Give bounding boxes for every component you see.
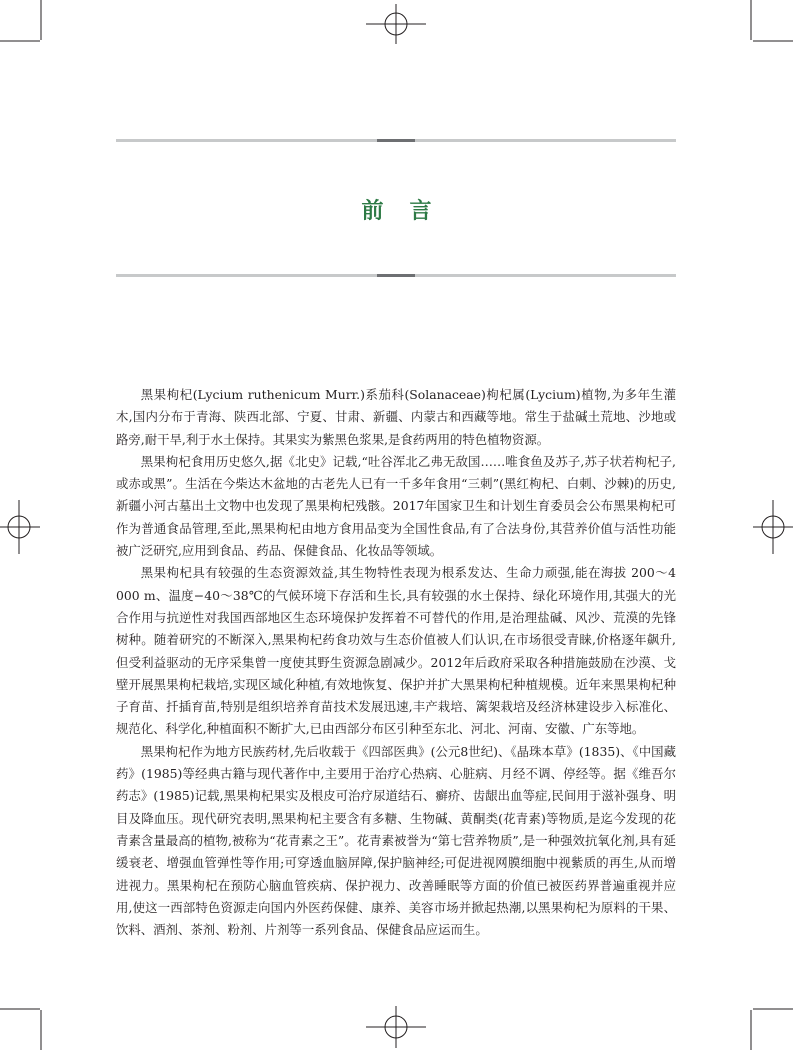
title-rule-top-accent (377, 139, 415, 142)
paragraph: 黑果枸杞(Lycium ruthenicum Murr.)系茄科(Solanaceae)枸杞属(Lycium)植物,为多年生灌木,国内分布于青海、陕西北部、宁夏、甘肃、新疆、内蒙古和西藏等地。常生于盐碱土荒地、沙地或路旁,耐干旱,利于水土保持。其果实为紫黑色浆果,是食药两用的特色植物资源。 (116, 387, 676, 447)
registration-mark-top (366, 4, 426, 44)
crop-mark-top-right (751, 0, 793, 41)
paragraph: 黑果枸杞作为地方民族药材,先后收载于《四部医典》(公元8世纪)、《晶珠本草》(1835)、《中国藏药》(1985)等经典古籍与现代著作中,主要用于治疗心热病、心脏病、月经不调、停经等。据《维吾尔药志》(1985)记载,黑果枸杞果实及根皮可治疗尿道结石、癣疥、齿龈出血等症,民间用于滋补强身、明目及降血压。现代研究表明,黑果枸杞主要含有多糖、生物碱、黄酮类(花青素)等物质,是迄今发现的花青素含量最高的植物,被称为“花青素之王”。花青素被誉为“第七营养物质”,是一种强效抗氧化剂,具有延缓衰老、增强血管弹性等作用;可穿透血脑屏障,保护脑神经;可促进视网膜细胞中视紫质的再生,从而增进视力。黑果枸杞在预防心脑血管疾病、保护视力、改善睡眠等方面的价值已被医药界普遍重视并应用,使这一西部特色资源走向国内外医药保健、康养、美容市场并掀起热潮,以黑果枸杞为原料的干果、饮料、酒剂、茶剂、粉剂、片剂等一系列食品、保健食品应运而生。 (116, 743, 676, 938)
title-rule-bottom (116, 274, 676, 277)
page-title-char: 前 (361, 198, 384, 224)
paragraph: 黑果枸杞具有较强的生态资源效益,其生物特性表现为根系发达、生命力顽强,能在海拔 200～4 000 m、温度−40～38℃的气候环境下存活和生长,具有较强的水土保持、绿化环境作用,其强大的光合作用与抗逆性对我国西部地区生态环境保护发挥着不可替代的作用,是治理盐碱、风沙、荒漠的先锋树种。随着研究的不断深入,黑果枸杞药食功效与生态价值被人们认识,在市场很受青睐,价格逐年飙升,但受利益驱动的无序采集曾一度使其野生资源急剧减少。2012年后政府采取各种措施鼓励在沙漠、戈壁开展黑果枸杞栽培,实现区域化种植,有效地恢复、保护并扩大黑果枸杞种植规模。近年来黑果枸杞种子育苗、扦插育苗,特别是组织培养育苗技术发展迅速,丰产栽培、篱架栽培及经济林建设步入标准化、规范化、科学化,种植面积不断扩大,已由西部分布区引种至东北、河北、河南、安徽、广东等地。 (116, 565, 676, 737)
registration-mark-right (753, 500, 793, 554)
title-rule-top (116, 139, 676, 142)
crop-mark-top-left (0, 0, 41, 41)
registration-mark-left (0, 500, 40, 554)
paragraph: 黑果枸杞食用历史悠久,据《北史》记载,“吐谷浑北乙弗无敌国……唯食鱼及苏子,苏子状若枸杞子,或赤或黑”。生活在今柴达木盆地的古老先人已有一千多年食用“三刺”(黑红枸杞、白刺、沙棘)的历史,新疆小河古墓出土文物中也发现了黑果枸杞残骸。2017年国家卫生和计划生育委员会公布黑果枸杞可作为普通食品管理,至此,黑果枸杞由地方食用品变为全国性食品,有了合法身份,其营养价值与活性功能被广泛研究,应用到食品、药品、保健食品、化妆品等领域。 (116, 453, 676, 559)
page-title (0, 196, 793, 226)
preface-body (116, 384, 676, 941)
registration-mark-bottom (366, 1006, 426, 1048)
title-rule-bottom-accent (377, 274, 415, 277)
crop-mark-bottom-left (0, 1009, 41, 1050)
page-title-char: 言 (409, 198, 432, 224)
crop-mark-bottom-right (751, 1009, 793, 1050)
